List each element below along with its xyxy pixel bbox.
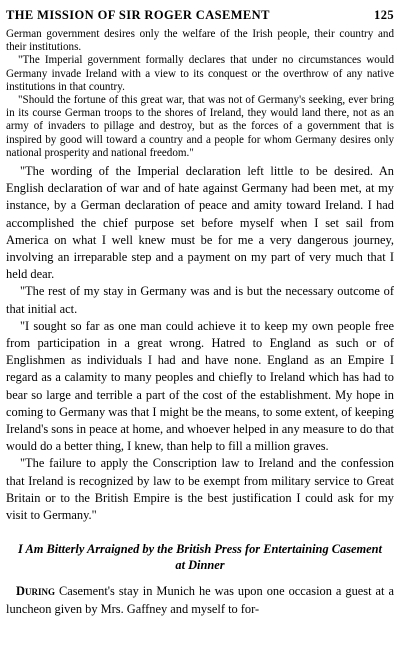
- body-paragraph: "The failure to apply the Conscription law to Ireland and the confession that Ireland is recognized by law to be exempt from military service to Great Britain or to the British Empire is the best justification I could ask for my visit to Germany.": [6, 456, 394, 523]
- quote-paragraph: "The Imperial government formally declares that under no circumstances would Germany invade Ireland with a view to its conquest or the overthrow of any native institutions in that country.: [6, 54, 394, 93]
- body-paragraph: "The wording of the Imperial declaration left little to be desired. An English declaration of war and of hate against Germany had been met, at my instance, by a German declaration of peace and amity toward Ireland. I had accomplished the chief purpose set before myself when I set sail from America on what I well knew must be for me a very dangerous journey, involving an irreparable step and a payment on my part of very much that I held dear.: [6, 164, 394, 282]
- running-head: [6, 8, 394, 23]
- quote-paragraph: German government desires only the welfare of the Irish people, their country and their institutions.: [6, 28, 394, 54]
- quote-paragraph: "Should the fortune of this great war, that was not of Germany's seeking, ever bring in its course German troops to the shores of Ireland, they would land there, not as an army of invaders to pillage and destroy, but as the forces of a government that is inspired by good will toward a country and a people for whom Germany desires only national prosperity and national freedom.": [6, 94, 394, 159]
- page-number: 125: [374, 8, 394, 22]
- section-lead-paragraph: [6, 583, 394, 617]
- body-paragraph: "I sought so far as one man could achieve it to keep my own people free from participation in a great wrong. Hatred to England as such or of Englishmen as individuals I had and have none. England as an Empire I regard as a calamity to many peoples and chiefly to Ireland which has had to bear so large and terrible a part of the cost of the establishment. My hope in coming to Germany was that I might be the means, to some extent, of keeping Ireland's sons in peace at home, and whoever helped in any measure to do that would do a better thing, I knew, than help to fill a million graves.: [6, 318, 394, 454]
- body-paragraph: "The rest of my stay in Germany was and is but the necessary outcome of that initial act.: [6, 284, 394, 316]
- section-heading: I Am Bitterly Arraigned by the British Press for Entertaining Casement at Dinner: [18, 542, 382, 573]
- section-body: [6, 583, 394, 617]
- quoted-declaration: [6, 28, 394, 160]
- lead-text: Casement's stay in Munich he was upon one occasion a guest at a luncheon given by Mrs. Gaffney and myself to for-: [6, 584, 394, 616]
- book-page: [6, 8, 394, 618]
- body-text: [6, 163, 394, 524]
- lead-word: During: [16, 584, 55, 599]
- running-title: THE MISSION OF SIR ROGER CASEMENT: [6, 8, 270, 22]
